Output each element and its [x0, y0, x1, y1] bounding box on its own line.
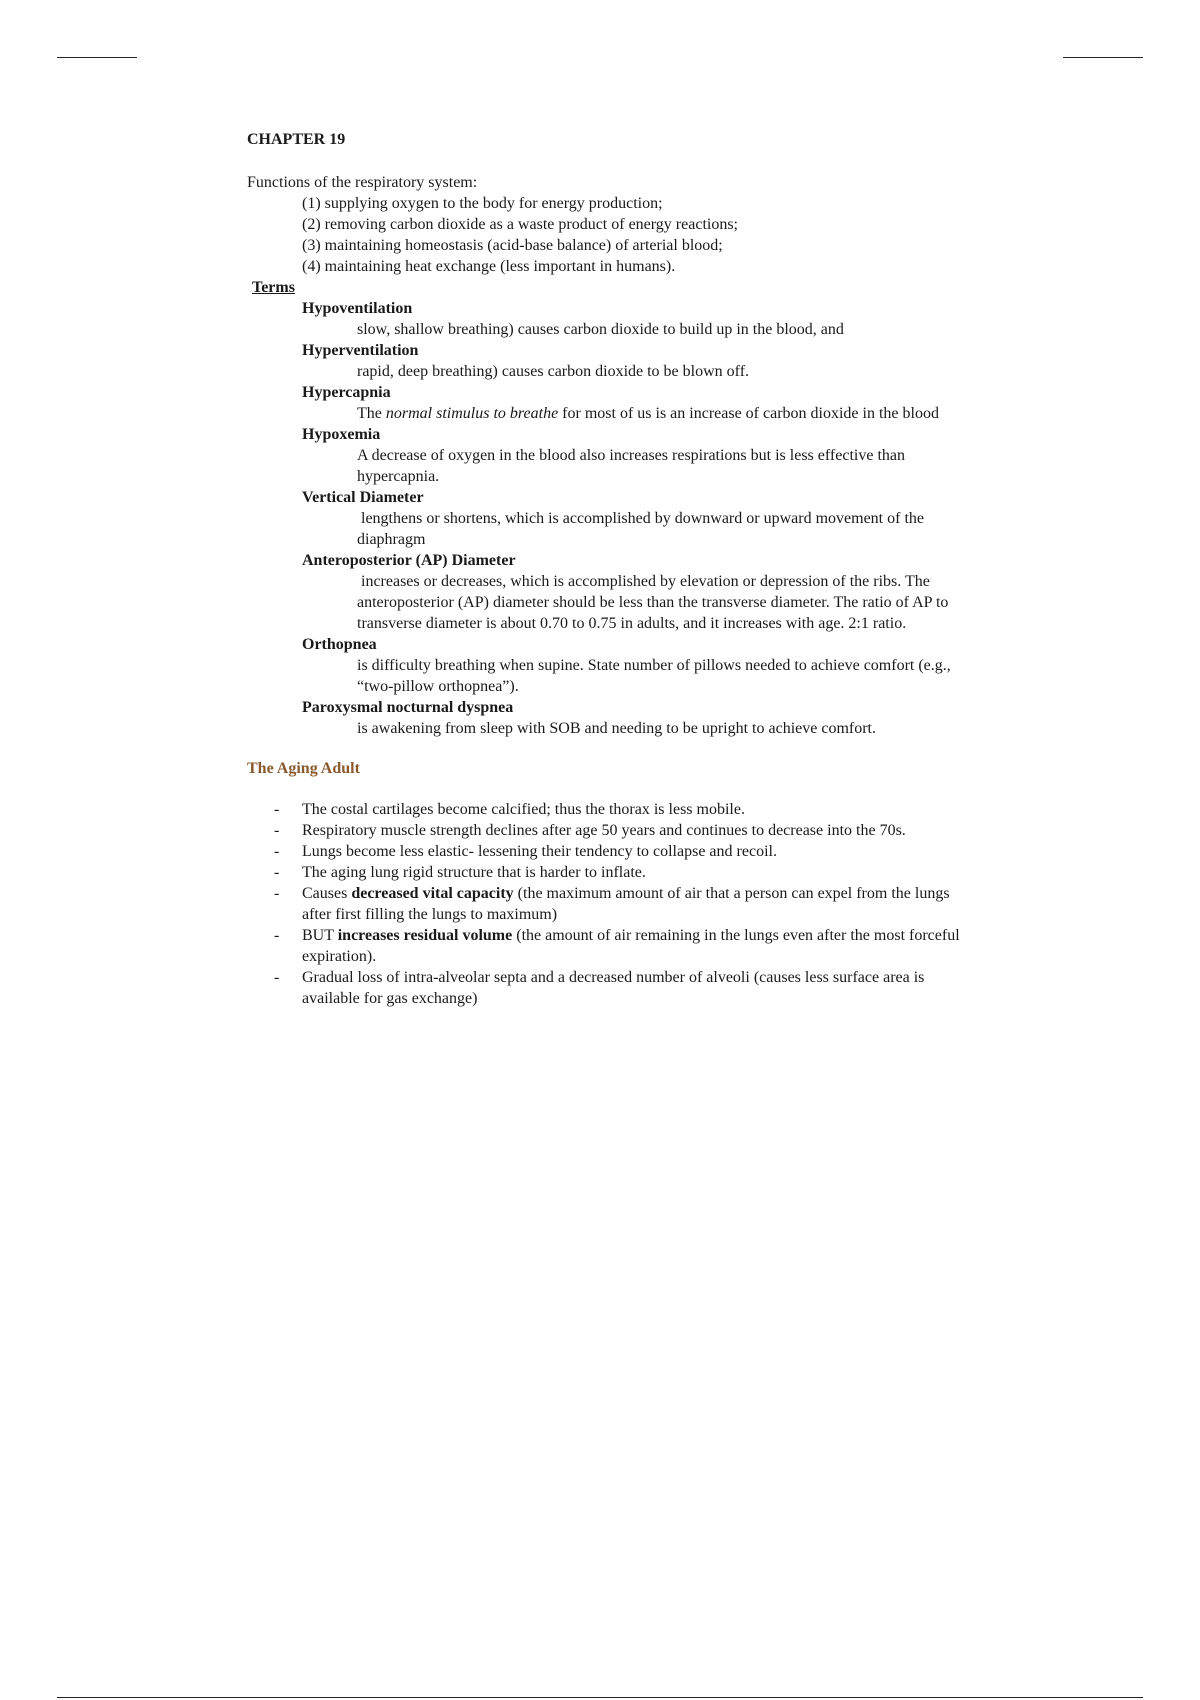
header-rule-right [1063, 57, 1143, 58]
bullet-dash: - [274, 822, 280, 839]
term-definition [357, 403, 967, 424]
term-definition-emphasis: normal stimulus to breathe [385, 405, 559, 422]
term-definition: slow, shallow breathing) causes carbon dioxide to build up in the blood, and [357, 321, 844, 338]
term-name: Hypoventilation [302, 300, 413, 317]
list-item [247, 799, 967, 820]
bullet-dash: - [274, 801, 280, 818]
list-item [247, 967, 967, 1009]
term-definition: is difficulty breathing when supine. State number of pillows needed to achieve comfort (e.g., “two-pillow orthopnea”). [357, 657, 951, 695]
list-item: (1) supplying oxygen to the body for energy production; [302, 195, 663, 212]
term-name: Vertical Diameter [302, 489, 424, 506]
header-rule-left [57, 57, 137, 58]
list-item-text: The costal cartilages become calcified; thus the thorax is less mobile. [302, 801, 745, 818]
bullet-dash: - [274, 843, 280, 860]
term-name: Paroxysmal nocturnal dyspnea [302, 699, 514, 716]
list-item-text: Respiratory muscle strength declines after age 50 years and continues to decrease into the 70s. [302, 822, 906, 839]
term-name: Hypercapnia [302, 384, 391, 401]
term-definition: lengthens or shortens, which is accomplished by downward or upward movement of the diaphragm [357, 510, 924, 548]
term-definition: increases or decreases, which is accomplished by elevation or depression of the ribs. The anteroposterior (AP) diameter should be less than the transverse diameter. The ratio of AP to transverse diameter is about 0.70 to 0.75 in adults, and it increases with age. 2:1 ratio. [357, 573, 949, 632]
functions-list [247, 193, 967, 277]
footer-rule [57, 1697, 1143, 1698]
term-definition: A decrease of oxygen in the blood also increases respirations but is less effective than hypercapnia. [357, 447, 905, 485]
bullet-dash: - [274, 864, 280, 881]
list-item [247, 841, 967, 862]
term-definition-post: for most of us is an increase of carbon dioxide in the blood [558, 405, 939, 422]
list-item-pre: BUT [302, 927, 338, 944]
term-definition: is awakening from sleep with SOB and needing to be upright to achieve comfort. [357, 720, 876, 737]
term-name: Anteroposterior (AP) Diameter [302, 552, 516, 569]
term-name: Orthopnea [302, 636, 377, 653]
list-item-text: Gradual loss of intra-alveolar septa and a decreased number of alveoli (causes less surface area is available for gas exchange) [302, 969, 925, 1007]
chapter-title: CHAPTER 19 [247, 131, 346, 148]
list-item-post: (the amount of air remaining in the lungs even after the most forceful expiration). [302, 927, 960, 965]
bullet-dash: - [274, 969, 280, 986]
functions-intro: Functions of the respiratory system: [247, 174, 478, 191]
list-item-pre: Causes [302, 885, 352, 902]
term-definition: rapid, deep breathing) causes carbon dioxide to be blown off. [357, 363, 750, 380]
bullet-dash: - [274, 885, 280, 902]
term-name: Hyperventilation [302, 342, 419, 359]
terms-heading: Terms [252, 279, 295, 296]
list-item [247, 862, 967, 883]
list-item [247, 883, 967, 925]
document-body [247, 130, 967, 1009]
list-item-post: (the maximum amount of air that a person can expel from the lungs after first filling the lungs to maximum) [302, 885, 950, 923]
term-name: Hypoxemia [302, 426, 381, 443]
list-item: (3) maintaining homeostasis (acid-base balance) of arterial blood; [302, 237, 723, 254]
bullet-dash: - [274, 927, 280, 944]
list-item-text: Lungs become less elastic- lessening their tendency to collapse and recoil. [302, 843, 777, 860]
list-item [247, 820, 967, 841]
list-item-bold: increases residual volume [337, 927, 513, 944]
list-item-bold: decreased vital capacity [351, 885, 514, 902]
list-item-text: The aging lung rigid structure that is harder to inflate. [302, 864, 646, 881]
aging-adult-heading: The Aging Adult [247, 760, 360, 777]
list-item: (4) maintaining heat exchange (less important in humans). [302, 258, 676, 275]
aging-list [247, 799, 967, 1009]
term-definition-pre: The [357, 405, 386, 422]
list-item [247, 925, 967, 967]
list-item: (2) removing carbon dioxide as a waste product of energy reactions; [302, 216, 738, 233]
